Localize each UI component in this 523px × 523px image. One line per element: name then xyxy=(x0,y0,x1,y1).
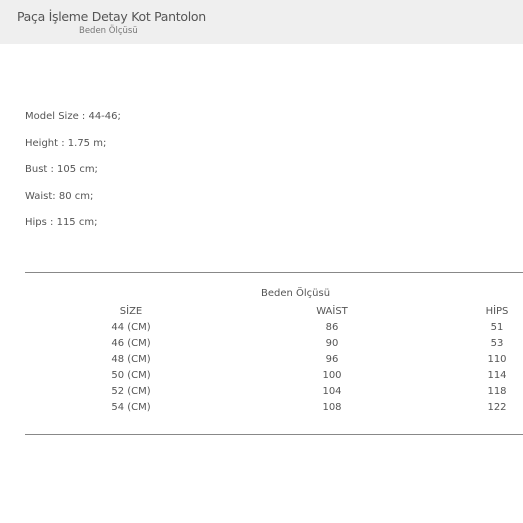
size-cell: 46 (CM) xyxy=(111,338,151,349)
size-cell: 50 (CM) xyxy=(111,370,151,381)
waist-cell: 96 xyxy=(325,354,339,365)
table-row xyxy=(0,370,523,386)
size-cell: 48 (CM) xyxy=(111,354,151,365)
model-height: Height : 1.75 m; xyxy=(25,137,107,149)
column-header-size: SİZE xyxy=(119,306,143,317)
table-row xyxy=(0,322,523,338)
product-title: Paça İşleme Detay Kot Pantolon xyxy=(17,9,206,24)
hips-cell: 114 xyxy=(487,370,507,381)
model-waist: Waist: 80 cm; xyxy=(25,190,94,202)
table-row xyxy=(0,354,523,370)
table-header-row xyxy=(0,306,523,322)
hips-cell: 118 xyxy=(487,386,507,397)
waist-cell: 108 xyxy=(322,402,342,413)
size-table-caption: Beden Ölçüsü xyxy=(261,288,331,299)
waist-cell: 90 xyxy=(325,338,339,349)
table-row xyxy=(0,338,523,354)
model-bust: Bust : 105 cm; xyxy=(25,164,98,175)
divider xyxy=(25,434,523,435)
divider xyxy=(25,272,523,273)
header-bar xyxy=(0,0,523,44)
size-cell: 54 (CM) xyxy=(111,402,151,413)
hips-cell: 53 xyxy=(490,338,504,349)
size-chart-subtitle: Beden Ölçüsü xyxy=(79,26,138,36)
size-cell: 52 (CM) xyxy=(111,386,151,397)
model-size: Model Size : 44-46; xyxy=(25,111,121,122)
hips-cell: 51 xyxy=(490,322,504,333)
table-row xyxy=(0,402,523,418)
waist-cell: 104 xyxy=(322,386,342,397)
model-hips: Hips : 115 cm; xyxy=(25,217,98,228)
column-header-waist: WAİST xyxy=(316,306,348,317)
hips-cell: 122 xyxy=(487,402,507,413)
waist-cell: 86 xyxy=(325,322,339,333)
size-table xyxy=(0,306,523,418)
waist-cell: 100 xyxy=(322,370,342,381)
model-info xyxy=(25,111,121,244)
hips-cell: 110 xyxy=(487,354,507,365)
size-cell: 44 (CM) xyxy=(111,322,151,333)
table-row xyxy=(0,386,523,402)
column-header-hips: HİPS xyxy=(485,306,509,317)
